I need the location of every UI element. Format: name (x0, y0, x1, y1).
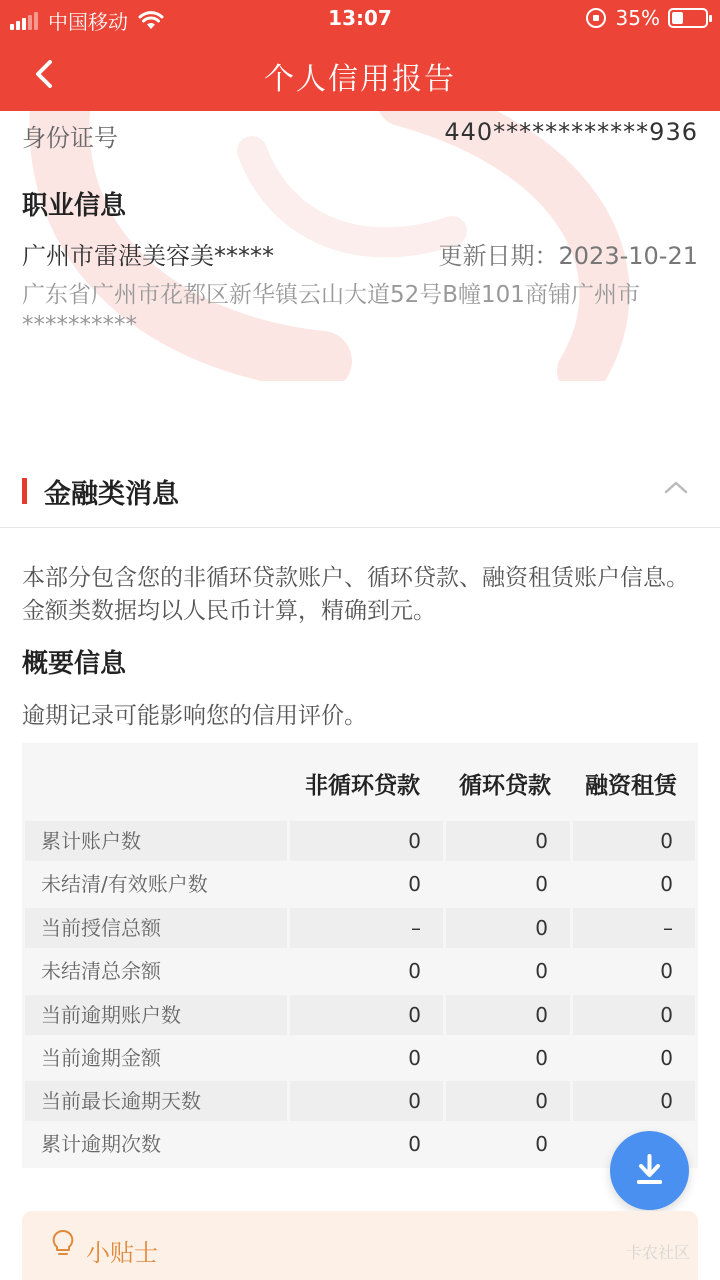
row-value: 0 (446, 951, 570, 991)
table-row (22, 821, 698, 861)
battery-percent: 35% (615, 6, 660, 30)
row-value: 0 (290, 1124, 443, 1164)
row-value: 0 (290, 1081, 443, 1121)
row-label: 累计账户数 (25, 821, 287, 861)
download-button[interactable] (610, 1131, 689, 1210)
job-update-value: 2023-10-21 (558, 242, 698, 270)
battery-icon (668, 8, 708, 28)
row-label: 当前逾期账户数 (25, 995, 287, 1035)
column-header: 非循环贷款 (305, 773, 420, 799)
tips-label: 小贴士 (86, 1239, 158, 1267)
row-label: 当前授信总额 (25, 908, 287, 948)
row-value: 0 (290, 864, 443, 904)
row-value: 0 (446, 864, 570, 904)
finance-section-title: 金融类消息 (44, 479, 179, 510)
row-label: 当前逾期金额 (25, 1038, 287, 1078)
row-label: 累计逾期次数 (25, 1124, 287, 1164)
status-bar (0, 0, 720, 36)
row-value: – (573, 908, 695, 948)
section-accent-bar (22, 478, 27, 504)
row-value: 0 (573, 821, 695, 861)
row-label: 未结清/有效账户数 (25, 864, 287, 904)
tips-card (22, 1211, 698, 1280)
page-title: 个人信用报告 (264, 62, 456, 97)
finance-intro: 本部分包含您的非循环贷款账户、循环贷款、融资租赁账户信息。金额类数据均以人民币计算，精确到元。 (22, 565, 689, 624)
row-value: 0 (573, 995, 695, 1035)
table-row (22, 1081, 698, 1121)
id-number-row (22, 118, 698, 150)
job-update-label: 更新日期： (438, 242, 559, 270)
row-value: 0 (290, 951, 443, 991)
job-update-date (439, 236, 698, 271)
row-value: – (290, 908, 443, 948)
row-label: 未结清总余额 (25, 951, 287, 991)
column-header: 循环贷款 (459, 773, 551, 799)
lightbulb-icon (50, 1229, 76, 1259)
row-value: 0 (290, 821, 443, 861)
finance-section-header[interactable] (0, 460, 720, 528)
job-company: 广州市雷湛美容美***** (22, 242, 274, 270)
summary-table (22, 743, 698, 1168)
table-row (22, 995, 698, 1035)
rotation-lock-icon (586, 8, 606, 28)
column-header: 融资租赁 (585, 773, 677, 799)
nav-bar (0, 36, 720, 111)
row-label: 当前最长逾期天数 (25, 1081, 287, 1121)
table-row (22, 864, 698, 904)
job-address: 广东省广州市花都区新华镇云山大道52号B幢101商铺广州市********** (22, 282, 640, 338)
download-icon (630, 1151, 669, 1190)
row-value: 0 (290, 995, 443, 1035)
row-value: 0 (446, 995, 570, 1035)
clock: 13:07 (328, 6, 392, 30)
row-value: 0 (446, 908, 570, 948)
id-number-value: 440************936 (444, 118, 698, 146)
id-number-label: 身份证号 (22, 124, 118, 152)
row-value: 0 (573, 951, 695, 991)
row-value: 0 (573, 1038, 695, 1078)
row-value: 0 (290, 1038, 443, 1078)
carrier-name: 中国移动 (48, 10, 128, 34)
table-row (22, 908, 698, 948)
job-info-title: 职业信息 (22, 191, 127, 221)
summary-title: 概要信息 (22, 649, 127, 679)
row-value: 0 (446, 1038, 570, 1078)
row-value: 0 (446, 821, 570, 861)
row-value: 0 (446, 1081, 570, 1121)
row-value: 0 (446, 1124, 570, 1164)
table-row (22, 1124, 698, 1164)
row-value: 0 (573, 1081, 695, 1121)
table-row (22, 951, 698, 991)
chevron-up-icon[interactable] (664, 480, 688, 494)
table-row (22, 1038, 698, 1078)
watermark-text: 卡农社区 (626, 1243, 691, 1262)
row-value: 0 (573, 864, 695, 904)
summary-note: 逾期记录可能影响您的信用评价。 (22, 703, 367, 729)
